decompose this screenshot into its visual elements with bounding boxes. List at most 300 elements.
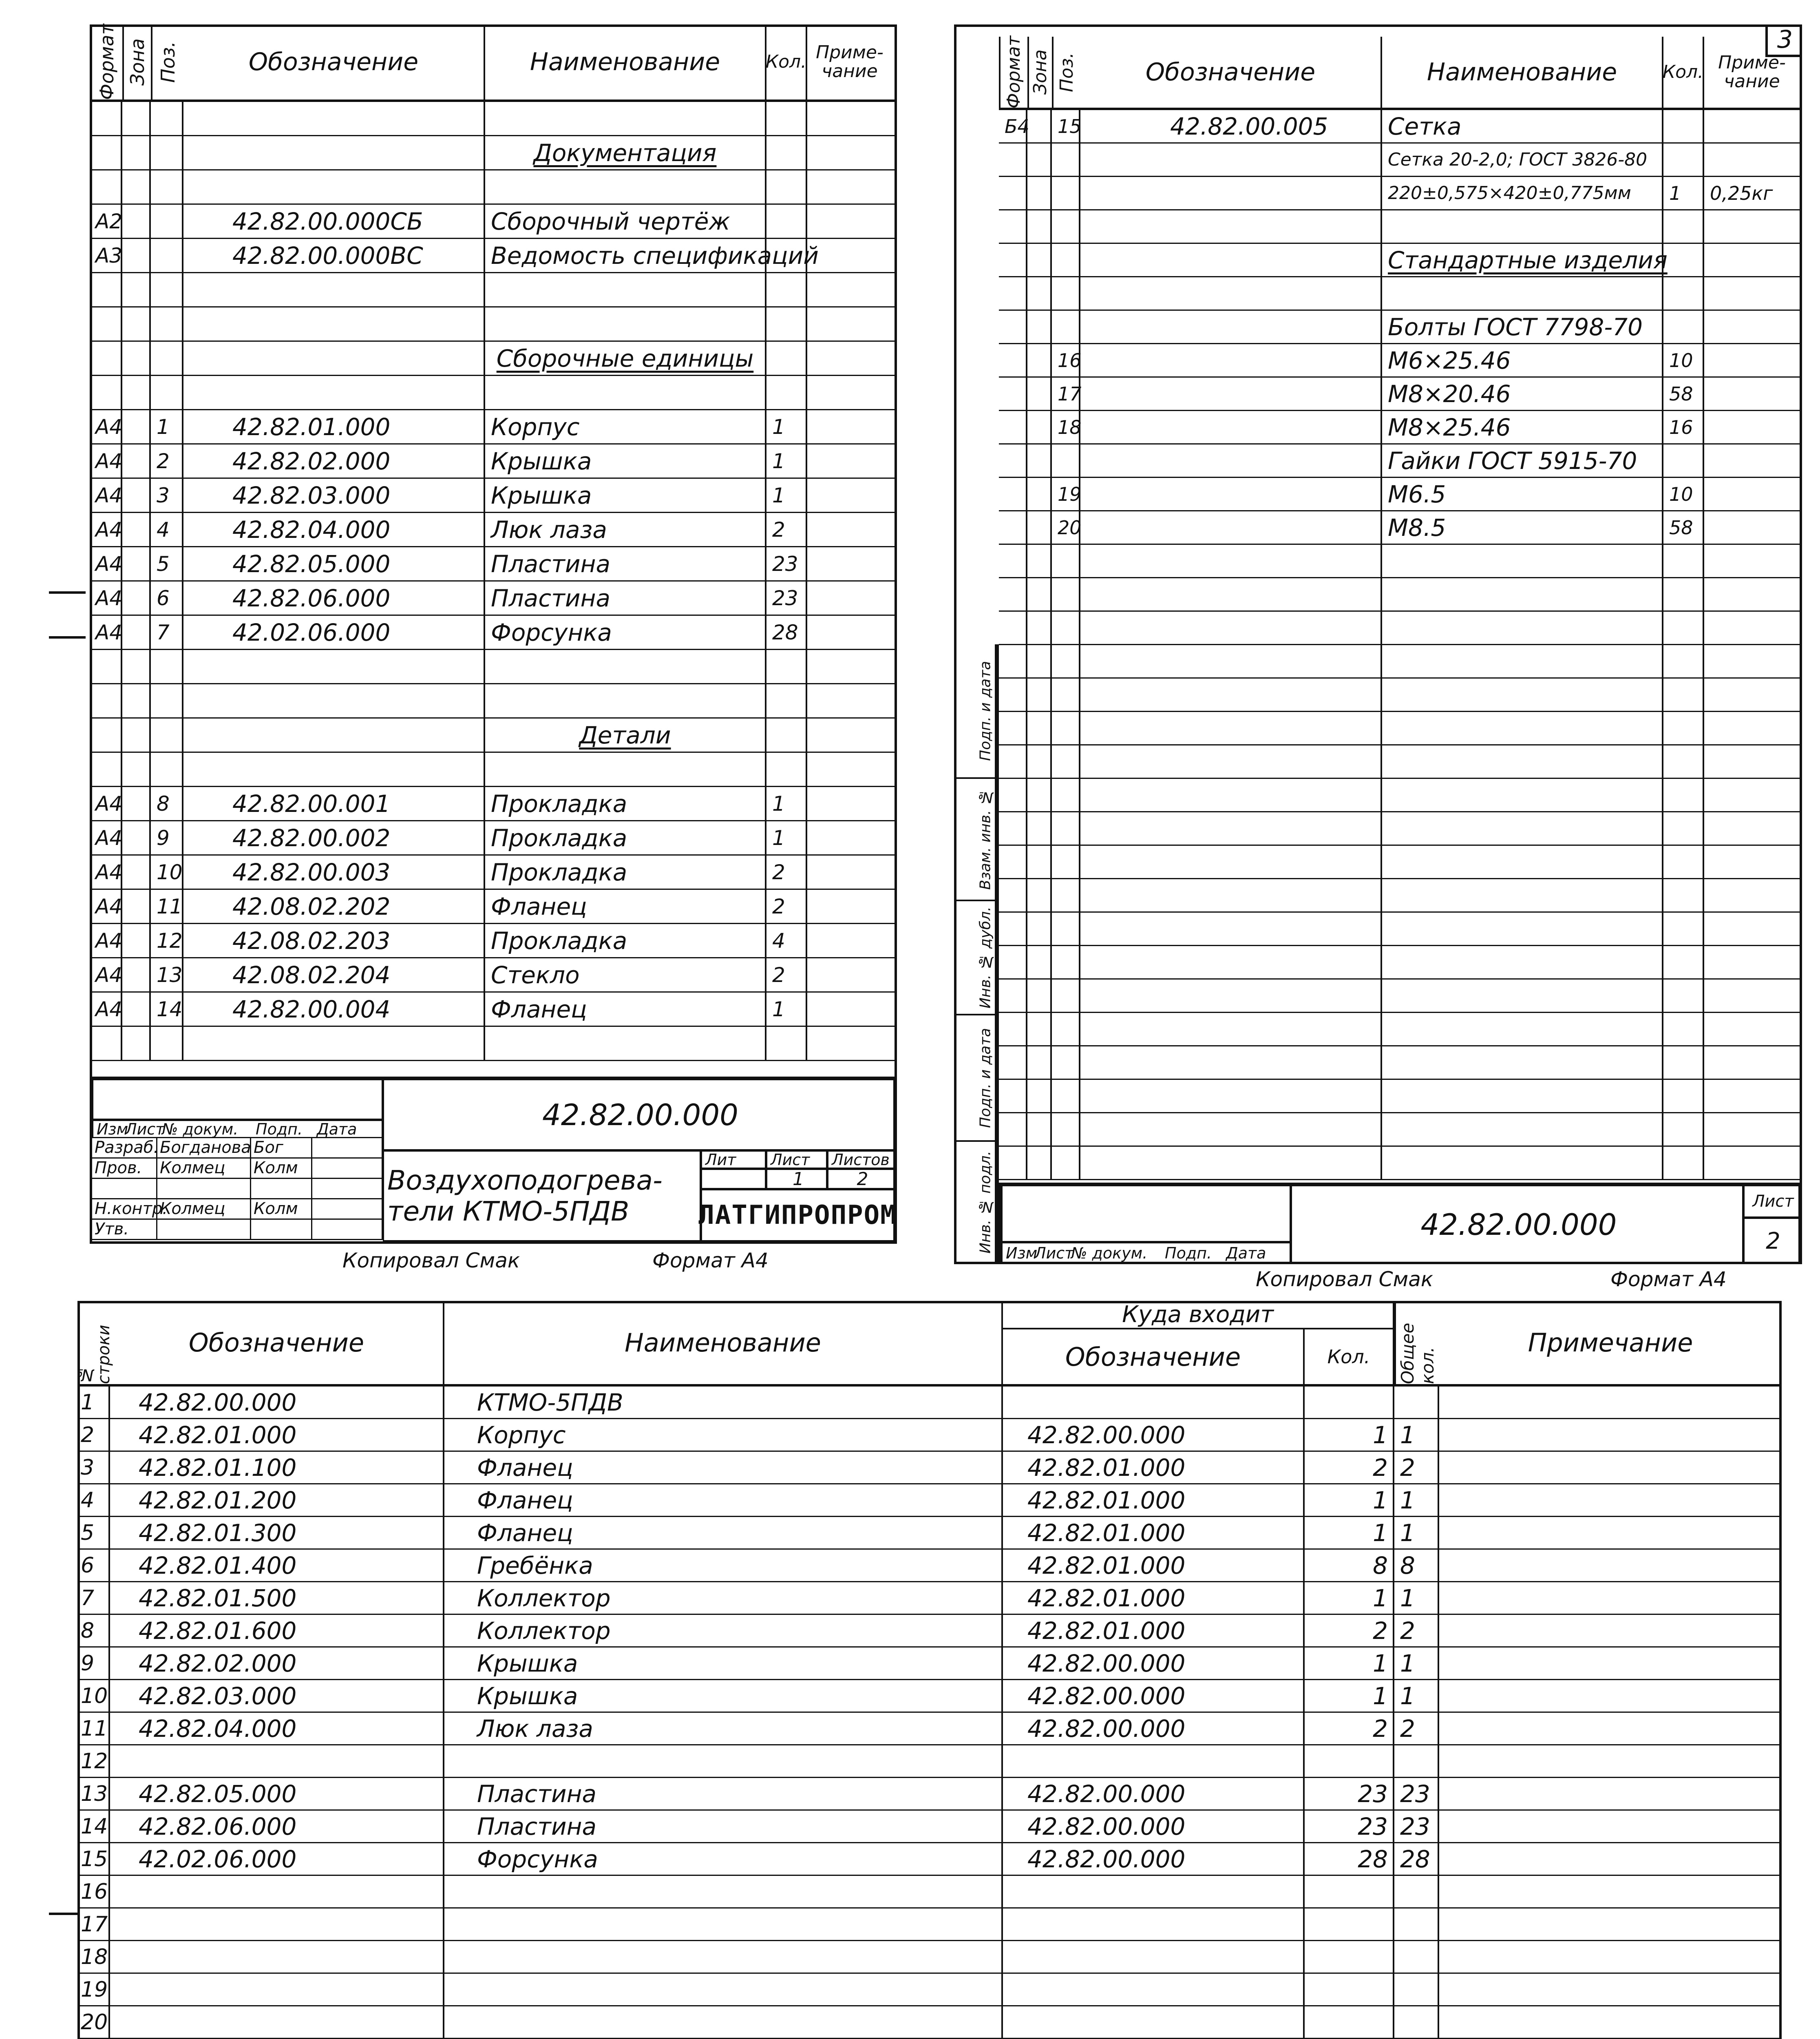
spec-row — [90, 890, 897, 924]
cell-designation: 42.82.01.000 — [183, 410, 485, 443]
spec-row — [90, 410, 897, 445]
col-designation: Обозначение — [110, 1301, 444, 1384]
cell-format: А4 — [90, 856, 122, 889]
cell-qty — [1663, 812, 1704, 845]
cell-qty — [1663, 645, 1704, 677]
cell-zone — [1027, 779, 1052, 811]
cell-pos: 13 — [151, 958, 183, 991]
spec-row — [999, 745, 1802, 779]
cell-qty: 23 — [766, 547, 807, 580]
cell-note — [1704, 545, 1800, 577]
cell-qty — [1663, 445, 1704, 477]
cell-pos: 15 — [1052, 110, 1080, 142]
cell-zone — [1027, 545, 1052, 577]
cell-qty — [766, 307, 807, 341]
cell-designation: 42.82.01.000 — [110, 1419, 444, 1451]
cell-zone — [122, 856, 151, 889]
spec-row — [90, 958, 897, 993]
cell-designation — [1080, 1013, 1382, 1045]
spec-row — [90, 307, 897, 342]
cell-zone — [122, 239, 151, 272]
cell-format: А4 — [90, 787, 122, 820]
cell-total: 2 — [1394, 1713, 1439, 1744]
cell-designation — [183, 307, 485, 341]
margin-tick — [49, 1913, 77, 1915]
cell-qty — [1663, 210, 1704, 243]
cell-format — [999, 913, 1027, 945]
spec-row — [999, 445, 1802, 478]
cell-total: 1 — [1394, 1419, 1439, 1451]
cell-designation — [1080, 344, 1382, 376]
cell-note — [807, 273, 892, 306]
cell-designation: 42.02.06.000 — [183, 616, 485, 649]
spec-row — [90, 445, 897, 479]
cell-name: Фланец — [444, 1452, 1003, 1483]
spec-row — [999, 378, 1802, 411]
cell-qty — [766, 170, 807, 203]
cell-where-used-designation: 42.82.00.000 — [1003, 1778, 1305, 1809]
cell-designation: 42.82.01.300 — [110, 1517, 444, 1548]
cell-zone — [1027, 511, 1052, 544]
cell-name — [485, 307, 766, 341]
cell-name — [1382, 1080, 1663, 1112]
cell-pos — [1052, 277, 1080, 310]
cell-designation — [183, 650, 485, 683]
stamp-signature: Колм — [251, 1199, 312, 1219]
cell-note — [1439, 1941, 1777, 1973]
cell-qty — [766, 684, 807, 717]
cell-format — [90, 1027, 122, 1060]
cell-note — [1439, 1615, 1777, 1646]
stamp-role: Пров. — [92, 1159, 157, 1178]
cell-zone — [1027, 244, 1052, 276]
cell-line-number: 8 — [77, 1615, 110, 1646]
cell-qty — [766, 136, 807, 169]
cell-designation: 42.82.05.000 — [110, 1778, 444, 1809]
cell-qty: 1 — [766, 410, 807, 443]
cell-name — [1382, 1046, 1663, 1079]
side-strip-label: Инв. № подл. — [976, 1142, 996, 1263]
cell-designation — [1080, 445, 1382, 477]
spec-row — [90, 616, 897, 650]
cell-line-number: 9 — [77, 1648, 110, 1679]
cell-format — [90, 753, 122, 786]
cell-designation: 42.82.02.000 — [110, 1648, 444, 1679]
cell-name — [1382, 612, 1663, 644]
cell-line-number: 16 — [77, 1876, 110, 1907]
cell-note — [1704, 913, 1800, 945]
cell-format — [90, 170, 122, 203]
spec-row — [999, 277, 1802, 311]
cell-pos — [151, 307, 183, 341]
cell-designation: 42.82.00.001 — [183, 787, 485, 820]
cell-pos — [151, 376, 183, 409]
cell-note — [807, 102, 892, 135]
cell-designation: 42.82.04.000 — [183, 513, 485, 546]
cell-note — [1439, 2006, 1777, 2038]
cell-zone — [1027, 645, 1052, 677]
cell-name: Крышка — [444, 1680, 1003, 1712]
cell-where-used-designation: 42.82.00.000 — [1003, 1811, 1305, 1842]
cell-zone — [1027, 1113, 1052, 1146]
cell-designation: 42.82.00.000 — [110, 1387, 444, 1418]
sheet2-rows — [999, 110, 1802, 1180]
cell-qty: 4 — [766, 924, 807, 957]
cell-name: Прокладка — [485, 856, 766, 889]
spec-row — [90, 205, 897, 239]
cell-designation — [1080, 1147, 1382, 1179]
cell-pos — [1052, 980, 1080, 1012]
cell-designation: 42.82.00.005 — [1080, 110, 1382, 142]
cell-format: А4 — [90, 410, 122, 443]
cell-name — [485, 102, 766, 135]
cell-format — [999, 779, 1027, 811]
spec-row — [999, 846, 1802, 879]
cell-designation — [1080, 511, 1382, 544]
statement-row — [77, 1778, 1782, 1811]
cell-where-used-designation: 42.82.01.000 — [1003, 1582, 1305, 1614]
col-zone: Зона — [1027, 37, 1052, 108]
cell-pos — [1052, 679, 1080, 711]
sheet3-header — [77, 1301, 1782, 1387]
cell-name — [1382, 578, 1663, 610]
cell-zone — [122, 102, 151, 135]
cell-format: А4 — [90, 924, 122, 957]
cell-pos — [151, 753, 183, 786]
cell-pos — [151, 239, 183, 272]
cell-pos — [1052, 846, 1080, 878]
cell-zone — [122, 993, 151, 1026]
stamp-date — [312, 1179, 383, 1198]
cell-designation: 42.82.03.000 — [110, 1680, 444, 1712]
cell-pos: 8 — [151, 787, 183, 820]
spec-row — [999, 144, 1802, 177]
cell-format — [999, 812, 1027, 845]
statement-row — [77, 1648, 1782, 1680]
cell-where-used-qty — [1305, 1387, 1394, 1418]
side-strip-label: Подп. и дата — [976, 1015, 996, 1140]
cell-note — [1439, 1550, 1777, 1581]
cell-format: А2 — [90, 205, 122, 238]
cell-format — [999, 1113, 1027, 1146]
stamp-date — [312, 1199, 383, 1219]
stamp-name: Богданова — [157, 1138, 251, 1157]
cell-designation — [1080, 411, 1382, 443]
stamp-person-row — [92, 1138, 383, 1159]
cell-name: Крышка — [485, 479, 766, 512]
cell-total — [1394, 1745, 1439, 1777]
cell-name: Сборочные единицы — [485, 342, 766, 375]
cell-qty — [1663, 846, 1704, 878]
cell-where-used-designation: 42.82.00.000 — [1003, 1713, 1305, 1744]
cell-note — [807, 1027, 892, 1060]
cell-where-used-designation: 42.82.01.000 — [1003, 1452, 1305, 1483]
stamp-person-row — [92, 1159, 383, 1179]
cell-total: 28 — [1394, 1843, 1439, 1875]
cell-note — [1704, 244, 1800, 276]
margin-tick — [49, 636, 86, 639]
cell-pos: 3 — [151, 479, 183, 512]
spec-row — [90, 650, 897, 684]
cell-name: Люк лаза — [485, 513, 766, 546]
cell-name — [1382, 1013, 1663, 1045]
sheet1-stamp: 42.82.00.000 Изм Лист № докум. Подп. Дата Разраб. Богданова Бог Пров. Колмец Колм Н.контр. Колмец Колм Утв. Воздухоподогрева-тели КТМО-5ПДВ Лит Лист Листов 1 2 ЛАТГИПРОПРОМ — [90, 1077, 897, 1244]
cell-note — [1704, 1046, 1800, 1079]
cell-note — [1704, 277, 1800, 310]
cell-where-used-qty — [1305, 1876, 1394, 1907]
cell-format — [999, 980, 1027, 1012]
cell-name — [1382, 645, 1663, 677]
cell-designation: 42.82.03.000 — [183, 479, 485, 512]
cell-designation — [183, 136, 485, 169]
cell-where-used-qty: 1 — [1305, 1419, 1394, 1451]
sheet3-rows — [77, 1387, 1782, 2039]
stamp-signature — [251, 1179, 312, 1198]
cell-zone — [1027, 277, 1052, 310]
cell-format — [90, 376, 122, 409]
sheet1-header — [90, 24, 897, 102]
statement-row — [77, 1484, 1782, 1517]
spec-row — [90, 1027, 897, 1061]
cell-designation: 42.82.01.600 — [110, 1615, 444, 1646]
cell-line-number: 1 — [77, 1387, 110, 1418]
cell-designation — [110, 1941, 444, 1973]
spec-row — [999, 779, 1802, 812]
cell-designation — [1080, 144, 1382, 176]
cell-designation: 42.08.02.202 — [183, 890, 485, 923]
cell-where-used-qty: 8 — [1305, 1550, 1394, 1581]
cell-note — [807, 205, 892, 238]
cell-zone — [122, 273, 151, 306]
cell-pos — [1052, 1013, 1080, 1045]
cell-pos — [1052, 913, 1080, 945]
cell-name: Люк лаза — [444, 1713, 1003, 1744]
spec-row — [90, 719, 897, 753]
cell-pos — [1052, 445, 1080, 477]
cell-qty — [1663, 144, 1704, 176]
cell-zone — [122, 410, 151, 443]
cell-name: КТМО-5ПДВ — [444, 1387, 1003, 1418]
cell-where-used-designation: 42.82.00.000 — [1003, 1843, 1305, 1875]
cell-note — [1439, 1452, 1777, 1483]
margin-tick — [49, 591, 86, 594]
cell-qty — [766, 1027, 807, 1060]
cell-pos: 12 — [151, 924, 183, 957]
cell-total: 1 — [1394, 1680, 1439, 1712]
cell-name: 220±0,575×420±0,775мм — [1382, 177, 1663, 209]
spec-row — [999, 1046, 1802, 1080]
cell-zone — [1027, 812, 1052, 845]
stamp-role: Утв. — [92, 1220, 157, 1239]
cell-where-used-qty — [1305, 1974, 1394, 2005]
cell-name: Коллектор — [444, 1615, 1003, 1646]
cell-format — [90, 136, 122, 169]
cell-designation — [183, 273, 485, 306]
cell-designation: 42.82.00.003 — [183, 856, 485, 889]
cell-line-number: 13 — [77, 1778, 110, 1809]
cell-name: Детали — [485, 719, 766, 752]
cell-name — [1382, 812, 1663, 845]
cell-where-used-qty: 2 — [1305, 1615, 1394, 1646]
cell-where-used-designation: 42.82.00.000 — [1003, 1680, 1305, 1712]
cell-format — [999, 511, 1027, 544]
cell-name: Форсунка — [444, 1843, 1003, 1875]
cell-total — [1394, 1974, 1439, 2005]
cell-qty — [1663, 779, 1704, 811]
cell-qty — [1663, 1147, 1704, 1179]
cell-note — [807, 136, 892, 169]
cell-name — [444, 1941, 1003, 1973]
cell-note — [1439, 1778, 1777, 1809]
cell-name: Фланец — [485, 890, 766, 923]
cell-note — [1439, 1876, 1777, 1907]
cell-pos — [1052, 177, 1080, 209]
cell-designation — [183, 376, 485, 409]
cell-designation — [1080, 311, 1382, 343]
cell-where-used-designation — [1003, 1876, 1305, 1907]
cell-note — [1704, 946, 1800, 978]
cell-format — [999, 344, 1027, 376]
cell-zone — [1027, 478, 1052, 510]
cell-qty — [1663, 578, 1704, 610]
spec-row — [999, 812, 1802, 846]
cell-qty: 2 — [766, 958, 807, 991]
stamp-person-row — [92, 1220, 383, 1240]
cell-name: Пластина — [485, 582, 766, 615]
sheet3-table — [77, 1301, 1782, 2039]
cell-name: Сетка — [1382, 110, 1663, 142]
cell-zone — [1027, 612, 1052, 644]
cell-qty — [1663, 1013, 1704, 1045]
cell-format — [999, 846, 1027, 878]
cell-pos: 14 — [151, 993, 183, 1026]
cell-pos — [151, 719, 183, 752]
cell-name — [1382, 1147, 1663, 1179]
cell-line-number: 14 — [77, 1811, 110, 1842]
cell-pos — [151, 684, 183, 717]
cell-format: А4 — [90, 821, 122, 854]
cell-pos — [1052, 244, 1080, 276]
statement-row — [77, 1452, 1782, 1484]
cell-format: А4 — [90, 582, 122, 615]
col-format: Формат — [90, 24, 122, 100]
cell-note — [1704, 645, 1800, 677]
col-name: Наименование — [485, 24, 766, 100]
cell-format — [999, 679, 1027, 711]
cell-pos — [1052, 144, 1080, 176]
sheet1-table — [90, 24, 897, 1061]
cell-zone — [1027, 879, 1052, 911]
cell-qty: 1 — [766, 821, 807, 854]
cell-pos: 1 — [151, 410, 183, 443]
spec-row — [999, 645, 1802, 679]
cell-note — [1704, 679, 1800, 711]
cell-qty — [766, 273, 807, 306]
cell-name: Гребёнка — [444, 1550, 1003, 1581]
cell-pos — [1052, 645, 1080, 677]
cell-zone — [1027, 1147, 1052, 1179]
cell-format — [999, 545, 1027, 577]
cell-name: Пластина — [485, 547, 766, 580]
cell-line-number: 4 — [77, 1484, 110, 1516]
spec-row — [90, 582, 897, 616]
cell-format: А4 — [90, 445, 122, 478]
spec-row — [999, 244, 1802, 277]
cell-designation: 42.82.00.000СБ — [183, 205, 485, 238]
cell-where-used-designation — [1003, 1745, 1305, 1777]
sheet2-stamp: Изм Лист № докум. Подп. Дата 42.82.00.000 Лист 2 — [999, 1183, 1802, 1264]
cell-format — [999, 144, 1027, 176]
cell-line-number: 3 — [77, 1452, 110, 1483]
cell-zone — [1027, 210, 1052, 243]
cell-pos: 19 — [1052, 478, 1080, 510]
cell-line-number: 12 — [77, 1745, 110, 1777]
col-note: Приме-чание — [816, 42, 883, 82]
cell-note — [1439, 1517, 1777, 1548]
cell-zone — [122, 170, 151, 203]
spec-row — [90, 273, 897, 307]
cell-zone — [1027, 745, 1052, 778]
cell-qty: 58 — [1663, 378, 1704, 410]
statement-row — [77, 1582, 1782, 1615]
cell-total: 1 — [1394, 1582, 1439, 1614]
cell-qty — [766, 376, 807, 409]
cell-note — [1439, 1974, 1777, 2005]
cell-pos — [1052, 612, 1080, 644]
cell-line-number: 17 — [77, 1909, 110, 1940]
spec-row — [90, 513, 897, 547]
cell-format: А4 — [90, 513, 122, 546]
cell-note — [1439, 1909, 1777, 1940]
stamp-person-row — [92, 1179, 383, 1199]
cell-zone — [122, 582, 151, 615]
cell-qty — [1663, 612, 1704, 644]
cell-name — [1382, 980, 1663, 1012]
cell-format — [999, 745, 1027, 778]
cell-qty — [766, 239, 807, 272]
sheet1-stamp-title: Воздухоподогрева-тели КТМО-5ПДВ — [383, 1150, 701, 1241]
cell-designation — [110, 1876, 444, 1907]
stamp-name — [157, 1179, 251, 1198]
sheet2-table — [999, 37, 1802, 1180]
cell-designation — [183, 719, 485, 752]
cell-designation: 42.82.01.200 — [110, 1484, 444, 1516]
sheet1-footer-format: Формат А4 — [652, 1249, 769, 1272]
cell-format — [999, 411, 1027, 443]
cell-note — [807, 513, 892, 546]
cell-pos — [1052, 311, 1080, 343]
cell-name — [1382, 1113, 1663, 1146]
cell-designation — [1080, 612, 1382, 644]
cell-qty: 23 — [766, 582, 807, 615]
cell-pos: 2 — [151, 445, 183, 478]
cell-designation — [110, 1909, 444, 1940]
cell-where-used-designation — [1003, 1941, 1305, 1973]
cell-total: 2 — [1394, 1615, 1439, 1646]
col-pos: Поз. — [151, 24, 183, 100]
cell-note — [807, 719, 892, 752]
cell-designation: 42.82.06.000 — [110, 1811, 444, 1842]
cell-note — [1704, 110, 1800, 142]
cell-designation — [1080, 1113, 1382, 1146]
cell-note — [1439, 1582, 1777, 1614]
cell-note — [807, 890, 892, 923]
cell-note — [1704, 144, 1800, 176]
cell-qty — [766, 205, 807, 238]
cell-where-used-qty — [1305, 1941, 1394, 1973]
cell-name: Стекло — [485, 958, 766, 991]
cell-zone — [122, 479, 151, 512]
